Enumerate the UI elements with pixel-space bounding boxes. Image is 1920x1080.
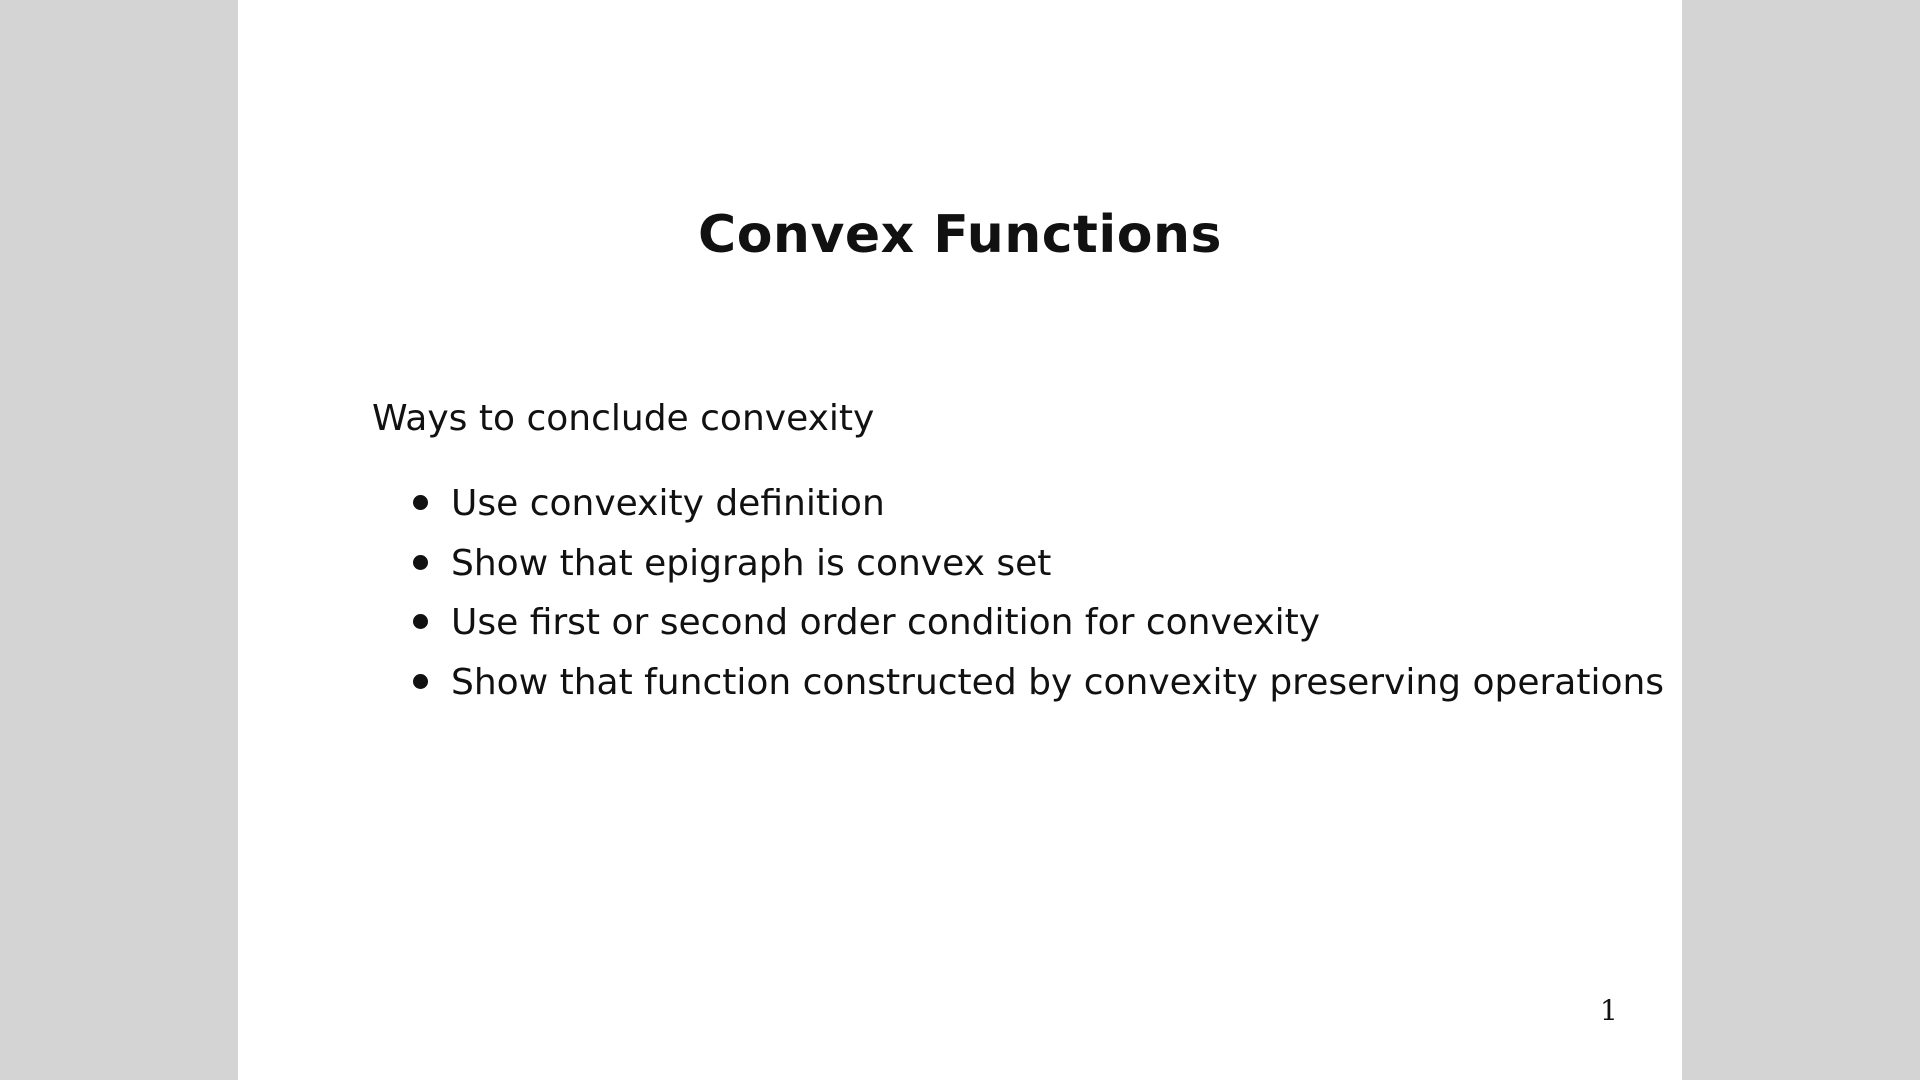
bullet-icon — [413, 555, 428, 570]
bullet-list — [413, 474, 1664, 712]
list-item — [413, 474, 1664, 534]
bullet-icon — [413, 674, 428, 689]
intro-text: Ways to conclude convexity — [372, 398, 875, 439]
bullet-text: Show that function constructed by convexity preserving operations — [451, 661, 1665, 703]
bullet-text: Show that epigraph is convex set — [451, 542, 1052, 584]
bullet-icon — [413, 614, 428, 629]
slide-page — [238, 0, 1682, 1080]
list-item — [413, 534, 1664, 594]
bullet-text: Use first or second order condition for convexity — [451, 602, 1321, 644]
bullet-text: Use convexity definition — [451, 483, 885, 525]
bullet-icon — [413, 495, 428, 510]
page-number: 1 — [1600, 994, 1618, 1027]
list-item — [413, 593, 1664, 653]
slide-title: Convex Functions — [698, 205, 1222, 265]
list-item — [413, 653, 1664, 713]
